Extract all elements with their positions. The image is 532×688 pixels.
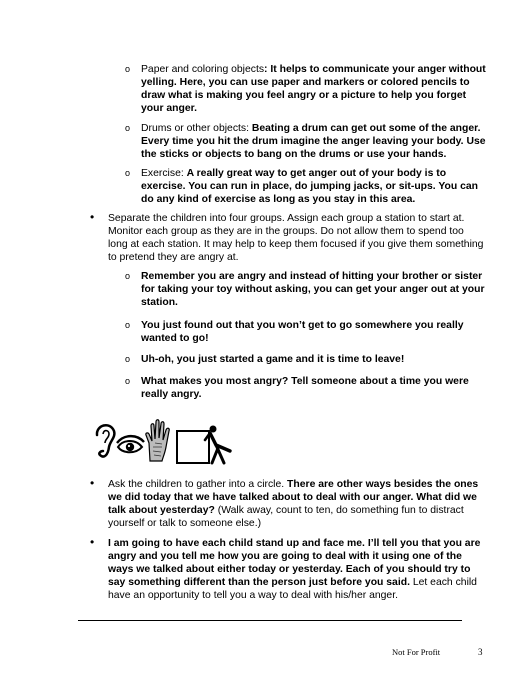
bullet-marker: • xyxy=(90,535,95,549)
hand-icon xyxy=(146,420,169,461)
item-text: What makes you most angry? Tell someone about a time you were really angry. xyxy=(141,376,469,400)
list-item-exercise xyxy=(125,167,486,206)
bullet-marker: • xyxy=(90,476,95,490)
item-text: Beating a drum can get out some of the anger. Every time you hit the drum imagine the anger leaving your body. Use the sticks or objects to bang on the drums or use your hands. xyxy=(141,123,486,160)
list-item-most-angry xyxy=(125,375,486,401)
circle-marker: o xyxy=(125,64,131,74)
ear-icon xyxy=(97,425,114,456)
bullet-separate-groups xyxy=(90,210,486,264)
list-item-drums xyxy=(125,122,486,161)
bullet-text: Separate the children into four groups. Assign each group a station to start at. Monitor each group as they are in the groups. Do not allow them to spend too long at each station. It may help to keep them focused if you give them something to pretend they are angry at. xyxy=(108,213,484,263)
list-item-paper xyxy=(125,63,486,115)
bullet-text-bold: There are other ways besides the ones we did today that we have talked about to deal with our anger. What did we talk about yesterday? xyxy=(108,479,479,516)
page-number: 3 xyxy=(478,647,483,657)
square-icon xyxy=(177,431,209,463)
item-lead: Drums or other objects: xyxy=(141,123,252,134)
bullet-gather-circle xyxy=(90,476,486,530)
item-lead: Paper and coloring objects xyxy=(141,64,265,75)
bullet-text-plain-2: (Walk away, count to ten, do something fun to distract yourself or talk to someone else.) xyxy=(108,505,464,529)
circle-marker: o xyxy=(125,320,131,330)
circle-marker: o xyxy=(125,168,131,178)
list-item-uh-oh xyxy=(125,353,486,366)
eye-icon xyxy=(117,436,144,452)
circle-marker: o xyxy=(125,354,131,364)
footer-text: Not For Profit xyxy=(392,647,441,657)
item-text: Remember you are angry and instead of hitting your brother or sister for taking your toy without asking, you can get your anger out at your station. xyxy=(141,271,485,308)
list-item-remember xyxy=(125,270,486,309)
circle-marker: o xyxy=(125,376,131,386)
item-text: : It helps to communicate your anger without yelling. Here, you can use paper and markers or colored pencils to draw what is making you feel angry or a picture to help you forget your anger. xyxy=(141,64,486,114)
bullet-text-bold: I am going to have each child stand up and face me. I’ll tell you that you are angry and you tell me how you are going to deal with it using one of the ways we talked about either today or yesterday. Each of you should try to say something different than the person just before you said. xyxy=(108,538,481,588)
bullet-text-plain: Let each child have an opportunity to tell you a way to deal with his/her anger. xyxy=(108,577,477,601)
item-text: You just found out that you won’t get to go somewhere you really wanted to go! xyxy=(141,320,464,344)
bullet-text-plain: Ask the children to gather into a circle. xyxy=(108,479,288,490)
circle-marker: o xyxy=(125,123,131,133)
bullet-marker: • xyxy=(90,210,95,224)
footer-rule xyxy=(78,620,462,621)
item-text: A really great way to get anger out of your body is to exercise. You can run in place, do jumping jacks, or sit-ups. You can do any kind of exercise as long as you stay in this area. xyxy=(141,168,479,205)
item-text: Uh-oh, you just started a game and it is time to leave! xyxy=(141,354,405,365)
item-lead: Exercise: xyxy=(141,168,187,179)
circle-marker: o xyxy=(125,271,131,281)
sensory-icons xyxy=(92,417,252,469)
list-item-found-out xyxy=(125,319,486,345)
bullet-stand-up xyxy=(90,535,486,602)
